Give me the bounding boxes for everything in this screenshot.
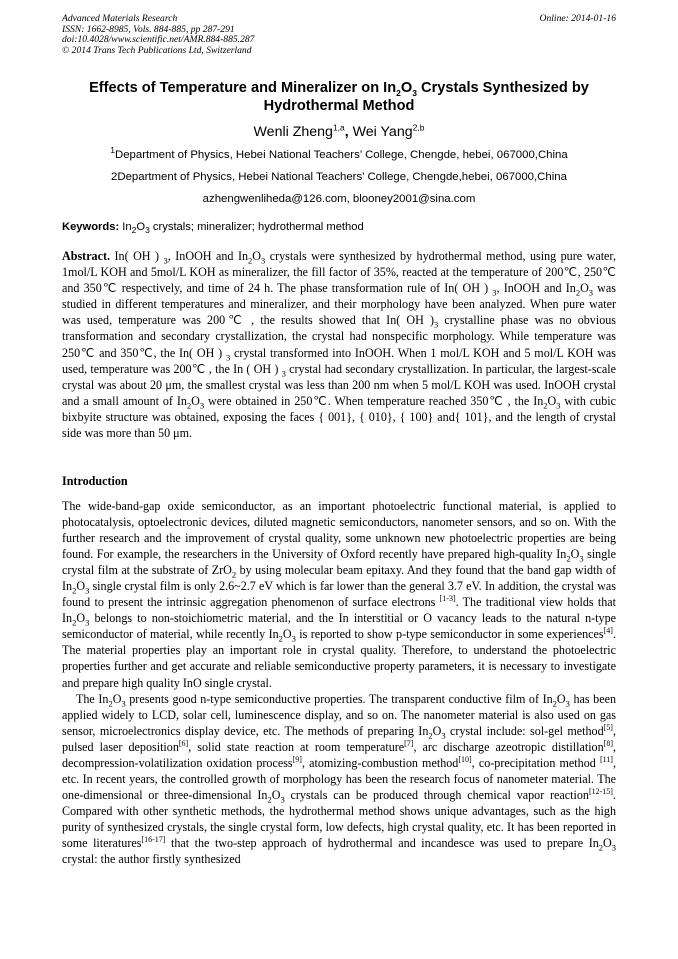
subscript: 3 xyxy=(492,287,497,298)
doi-line: doi:10.4028/www.scientific.net/AMR.884-885.287 xyxy=(62,34,255,46)
text-run: . Compared with other synthetic methods, the hydrothermal method shows unique advantages, such as the high purity of synthesized crystals, the single crystal form, low defects, high crystal quality, etc. It has been reported in some literatures xyxy=(62,787,616,850)
text-run: was studied in different temperatures and mineralizer, and their morphology have been analyzed. When pure water was used, temperature was 200℃ , the results showed that In( OH ) xyxy=(62,281,616,328)
text-run: has been applied widely to LCD, solar cell, luminescence display, and so on. The nanometer material is also used on gas sensor, microelectronics display device, etc. The methods of preparing In xyxy=(62,691,617,738)
text-run: , decompression-volatilization oxidation process xyxy=(62,739,617,770)
journal-name: Advanced Materials Research xyxy=(62,13,178,24)
abstract-paragraph xyxy=(62,248,616,441)
subscript: 3 xyxy=(281,368,286,379)
subscript: 3 xyxy=(280,794,285,805)
subscript: 3 xyxy=(588,287,594,298)
text-run: crystals were synthesized by hydrothermal method, using pure water, 1mol/L KOH and 5mol/L KOH as mineralizer, the fill factor of 35%, reacted at the temperature of 200℃, 250℃ and 350℃ respectively, and time of 24 h. The phase transformation rule of In( OH ) xyxy=(62,249,616,296)
keywords-line xyxy=(62,220,616,234)
subscript: 2 xyxy=(278,633,283,644)
subscript: 3 xyxy=(291,633,296,644)
citation: [1-3] xyxy=(439,594,456,604)
keywords-label: Keywords: xyxy=(62,221,120,233)
subscript: 2 xyxy=(186,400,192,411)
title-text: Crystals Synthesized by Hydrothermal Method xyxy=(263,80,589,114)
subscript: 2 xyxy=(72,585,77,596)
text-run: O xyxy=(271,787,281,802)
text-run: O xyxy=(191,393,200,408)
author-affiliation-mark: 2,b xyxy=(412,122,425,133)
subscript: 2 xyxy=(428,730,433,741)
text-run: crystal had secondary crystallization. In particular, the largest-scale crystal was about 20 μm, the smallest crystal was less than 200 nm when 5 mol/L KOH was used. InOOH crystal and a small amount of In xyxy=(62,361,616,408)
introduction-paragraph-2 xyxy=(62,691,616,868)
text-run: by using molecular beam epitaxy. And they found that the band gap width of In xyxy=(62,563,616,594)
subscript: 3 xyxy=(441,730,446,741)
text-run: belongs to non-stoichiometric material, and the In interstitial or O vacancy leads to the natural n-type semiconductor of material, while recently In xyxy=(62,611,616,642)
citation: [9] xyxy=(292,754,302,764)
keywords-subscript: 3 xyxy=(145,225,150,236)
citation: [12-15] xyxy=(588,786,613,796)
title-text: Effects of Temperature and Mineralizer on In xyxy=(89,80,397,96)
text-run: , solid state reaction at room temperature xyxy=(188,739,405,754)
text-run: , InOOH and In xyxy=(167,249,249,263)
text-run: , pulsed laser deposition xyxy=(62,723,616,754)
running-header xyxy=(62,14,616,56)
subscript: 3 xyxy=(163,255,168,266)
author-line xyxy=(62,123,616,141)
text-run: with cubic bixbyite structure was obtained, exposing the faces { 001}, { 010}, { 100} and{ 101}, and the length of crystal side was more than 50 μm. xyxy=(62,393,616,441)
abstract-label: Abstract. xyxy=(62,249,111,263)
subscript: 3 xyxy=(556,400,561,411)
subscript: 2 xyxy=(231,569,237,580)
subscript: 2 xyxy=(543,400,548,411)
text-run: , InOOH and In xyxy=(496,281,576,296)
keywords-text: O xyxy=(136,221,146,233)
text-run: O xyxy=(432,723,442,738)
citation: [10] xyxy=(458,754,472,764)
introduction-paragraph-1 xyxy=(62,498,616,691)
author-affiliation-mark: 1,a xyxy=(332,122,345,133)
subscript: 3 xyxy=(199,400,205,411)
text-run: O xyxy=(570,547,580,562)
affiliation-2: 2Department of Physics, Hebei National Teachers’ College, Chengde,hebei, 067000,China xyxy=(111,171,567,183)
citation: [8] xyxy=(603,738,613,748)
copyright-line: © 2014 Trans Tech Publications Ltd, Switzerland xyxy=(62,44,252,56)
affiliation-mark: 1 xyxy=(110,145,115,156)
keywords-text: crystals; mineralizer; hydrothermal method xyxy=(149,221,364,233)
text-run: O xyxy=(547,393,557,408)
introduction-body xyxy=(62,498,616,867)
text-run: The wide-band-gap oxide semiconductor, as an important photoelectric functional material, is applied to photocatalysis, optoelectronic devices, diluted magnetic semiconductors, nanometer sensors, and so on. With the further research and the improvement of crystal quality, some unknown new photoelectric properties are being found. For example, the researchers in the University of Oxford recently have prepared high-quality In xyxy=(62,499,616,562)
text-run: presents good n-type semiconductive properties. The transparent conductive film of In xyxy=(125,691,553,706)
affiliation-text: Department of Physics, Hebei National Teachers’ College, Chengde, hebei, 067000,China xyxy=(114,149,568,161)
paper-title xyxy=(62,80,616,115)
text-run: is reported to show p-type semiconductor in some experiences xyxy=(295,627,604,642)
citation: [11] xyxy=(599,754,613,764)
subscript: 3 xyxy=(85,585,90,596)
subscript: 2 xyxy=(598,842,604,853)
text-run: In( OH ) xyxy=(110,249,164,263)
author-name: Wei Yang xyxy=(352,124,413,140)
issn-line: ISSN: 1662-8985, Vols. 884-885, pp 287-291 xyxy=(62,23,235,35)
text-run: O xyxy=(282,627,292,642)
text-run: crystal: the author firstly synthesized xyxy=(62,852,241,867)
title-subscript: 2 xyxy=(396,87,401,98)
text-run: The In xyxy=(76,691,109,706)
subscript: 3 xyxy=(579,553,584,564)
text-run: crystalline phase was no obvious transformation and secondary crystallization, the crystal had nonspecific morphology. While temperature was 250℃ and 350℃, the In( OH ) xyxy=(62,313,616,360)
title-text: O xyxy=(400,80,413,96)
text-run: O xyxy=(76,611,86,626)
text-run: crystal transformed into InOOH. When 1 mol/L KOH and 5 mol/L KOH was used, temperature was 200℃ , the In ( OH ) xyxy=(62,345,616,376)
subscript: 2 xyxy=(566,553,571,564)
citation: [4] xyxy=(603,626,613,636)
subscript: 2 xyxy=(552,697,557,708)
subscript: 2 xyxy=(248,255,253,266)
subscript: 2 xyxy=(108,697,113,708)
citation: [5] xyxy=(603,722,613,732)
text-run: single crystal film at the substrate of ZrO xyxy=(62,547,616,578)
author-emails: azhengwenliheda@126.com, blooney2001@sina.com xyxy=(202,193,476,205)
text-run: , arc discharge azeotropic distillation xyxy=(413,739,604,754)
subscript: 3 xyxy=(121,697,126,708)
subscript: 3 xyxy=(225,351,231,362)
subscript: 3 xyxy=(611,842,616,853)
text-run: O xyxy=(76,579,86,594)
citation: [16-17] xyxy=(141,834,166,844)
citation: [7] xyxy=(404,738,414,748)
subscript: 2 xyxy=(575,287,581,298)
text-run: O xyxy=(603,835,612,850)
author-separator: , xyxy=(344,124,353,140)
text-run: O xyxy=(580,281,589,296)
title-subscript: 3 xyxy=(412,87,417,98)
subscript: 2 xyxy=(267,794,272,805)
affiliation-1 xyxy=(62,145,616,162)
text-run: crystals can be produced through chemical vapor reaction xyxy=(284,787,589,802)
text-run: . The traditional view holds that In xyxy=(62,595,616,626)
citation: [6] xyxy=(178,738,189,748)
text-run: . The material properties play an important role in crystal quality. Therefore, to understand the photoelectric properties further and get accurate and reliable semiconductive property parameters, it is necessary to investigate and prepare high quality InO single crystal. xyxy=(62,627,616,690)
keywords-subscript: 2 xyxy=(131,225,137,236)
subscript: 3 xyxy=(565,697,570,708)
text-run: O xyxy=(252,249,261,263)
keywords-text: In xyxy=(119,221,132,233)
subscript: 3 xyxy=(85,617,90,628)
text-run: crystal include: sol-gel method xyxy=(445,723,604,738)
section-heading-introduction: Introduction xyxy=(62,474,128,488)
text-run: O xyxy=(556,691,566,706)
text-run: O xyxy=(112,691,122,706)
online-date: Online: 2014-01-16 xyxy=(539,13,616,24)
text-run: single crystal film is only 2.6~2.7 eV which is far lower than the general 3.7 eV. In addition, the crystal was found to present the intrinsic aggregation phenomenon of surface electrons xyxy=(62,579,616,610)
subscript: 3 xyxy=(261,255,266,266)
author-name: Wenli Zheng xyxy=(253,124,333,140)
text-run: were obtained in 250℃. When temperature reached 350℃ , the In xyxy=(204,393,544,408)
text-run: , atomizing-combustion method xyxy=(301,755,459,770)
text-run: that the two-step approach of hydrothermal and incandesce was used to prepare In xyxy=(165,835,599,850)
text-run: , co-precipitation method xyxy=(471,755,600,770)
subscript: 3 xyxy=(434,319,439,330)
text-run: , etc. In recent years, the controlled growth of morphology has been the research focus of nanometer material. The one-dimensional or three-dimensional In xyxy=(62,755,616,802)
subscript: 2 xyxy=(72,617,77,628)
